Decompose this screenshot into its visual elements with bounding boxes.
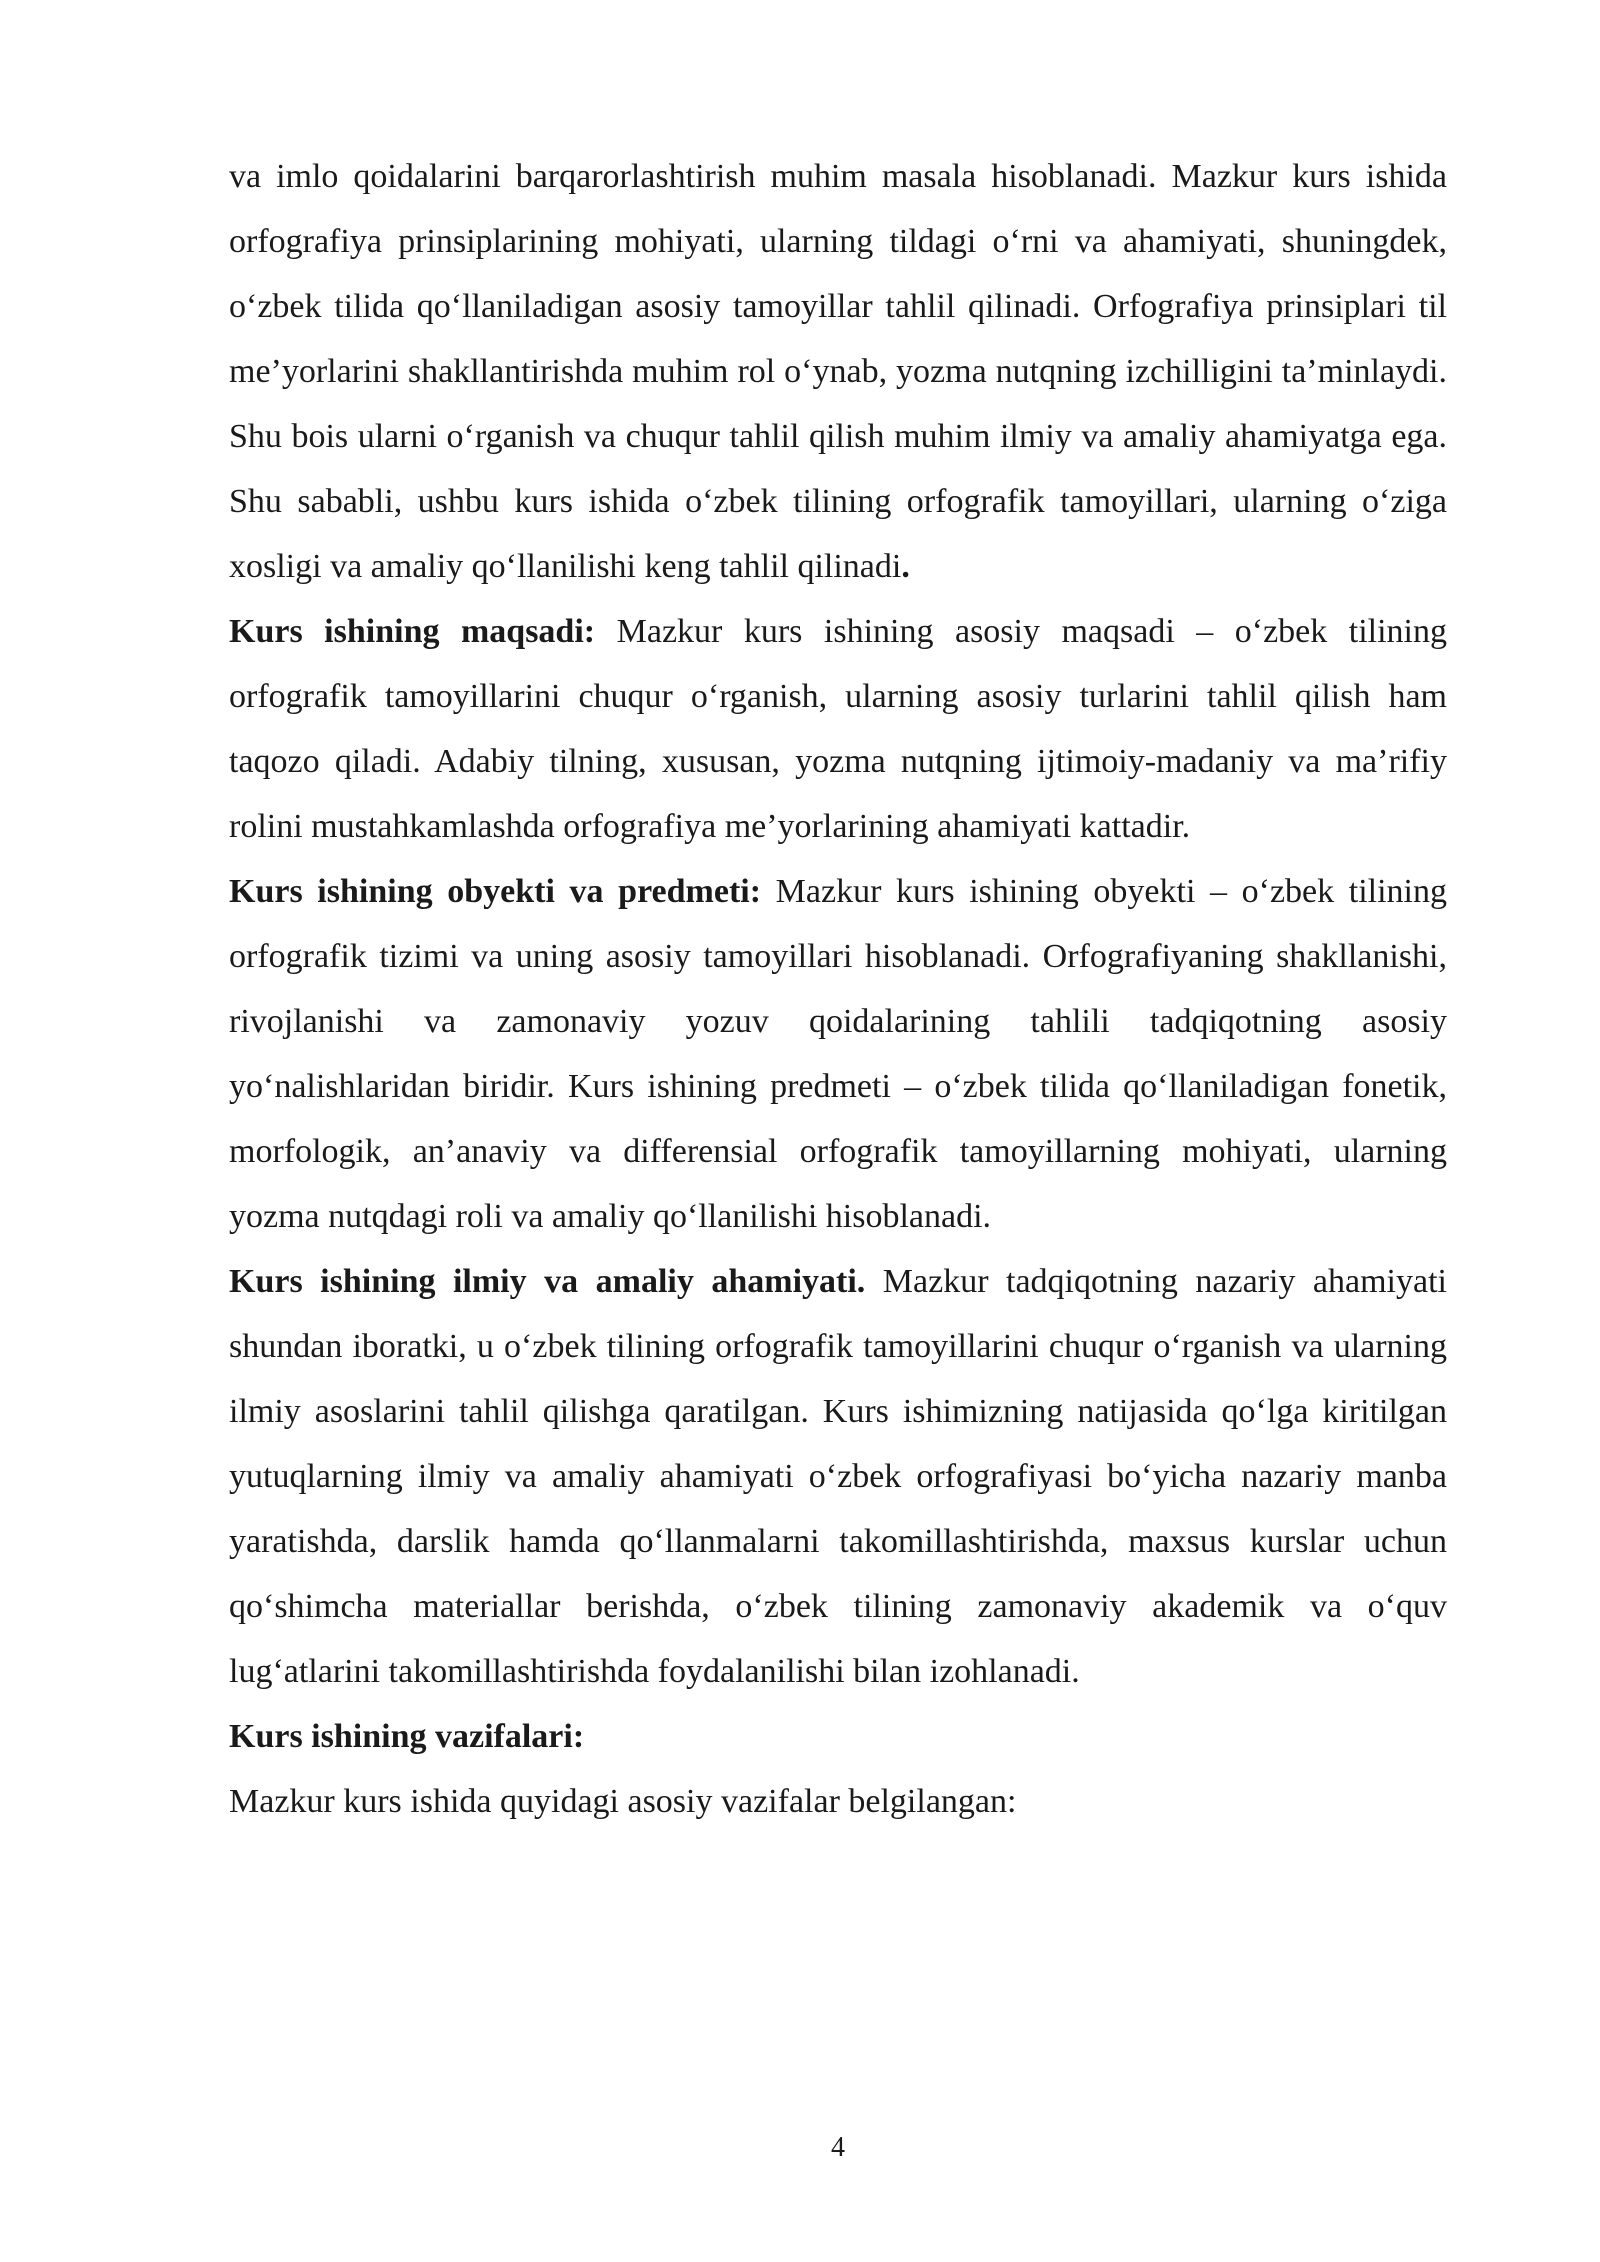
object-subject-heading: Kurs ishining obyekti va predmeti:: [229, 873, 762, 910]
paragraph-text: va imlo qoidalarini barqarorlashtirish muhim masala hisoblanadi. Mazkur kurs ishida orfografiya prinsiplarining mohiyati, ularning tildagi o‘rni va ahamiyati, shuningdek, o‘zbek tilida qo‘llaniladigan asosiy tamoyillar tahlil qilinadi. Orfografiya prinsiplari til me’yorlarini shakllantirishda muhim rol o‘ynab, yozma nutqning izchilligini ta’minlaydi. Shu bois ularni o‘rganish va chuqur tahlil qilish muhim ilmiy va amaliy ahamiyatga ega. Shu sababli, ushbu kurs ishida o‘zbek tilining orfografik tamoyillari, ularning o‘ziga xosligi va amaliy qo‘llanilishi keng tahlil qilinadi: [229, 158, 1447, 585]
intro-paragraph: [229, 144, 1447, 599]
tasks-heading-paragraph: [229, 1704, 1447, 1769]
paragraph-end-mark: .: [901, 548, 910, 585]
significance-heading: Kurs ishining ilmiy va amaliy ahamiyati.: [229, 1263, 866, 1300]
tasks-heading: Kurs ishining vazifalari:: [229, 1718, 585, 1755]
goal-heading: Kurs ishining maqsadi:: [229, 613, 596, 650]
significance-paragraph: [229, 1249, 1447, 1704]
tasks-intro-text: Mazkur kurs ishida quyidagi asosiy vazifalar belgilangan:: [229, 1783, 1017, 1820]
object-subject-paragraph: [229, 859, 1447, 1249]
significance-text: Mazkur tadqiqotning nazariy ahamiyati shundan iboratki, u o‘zbek tilining orfografik tamoyillarini chuqur o‘rganish va ularning ilmiy asoslarini tahlil qilishga qaratilgan. Kurs ishimizning natijasida qo‘lga kiritilgan yutuqlarning ilmiy va amaliy ahamiyati o‘zbek orfografiyasi bo‘yicha nazariy manba yaratishda, darslik hamda qo‘llanmalarni takomillashtirishda, maxsus kurslar uchun qo‘shimcha materiallar berishda, o‘zbek tilining zamonaviy akademik va o‘quv lug‘atlarini takomillashtirishda foydalanilishi bilan izohlanadi.: [229, 1263, 1447, 1690]
document-page: [229, 144, 1447, 1834]
object-subject-text: Mazkur kurs ishining obyekti – o‘zbek tilining orfografik tizimi va uning asosiy tamoyillari hisoblanadi. Orfografiyaning shakllanishi, rivojlanishi va zamonaviy yozuv qoidalarining tahlili tadqiqotning asosiy yo‘nalishlaridan biridir. Kurs ishining predmeti – o‘zbek tilida qo‘llaniladigan fonetik, morfologik, an’anaviy va differensial orfografik tamoyillarning mohiyati, ularning yozma nutqdagi roli va amaliy qo‘llanilishi hisoblanadi.: [229, 873, 1447, 1235]
page-number: 4: [831, 2132, 845, 2163]
goal-paragraph: [229, 599, 1447, 859]
goal-text: Mazkur kurs ishining asosiy maqsadi – o‘zbek tilining orfografik tamoyillarini chuqur o‘rganish, ularning asosiy turlarini tahlil qilish ham taqozo qiladi. Adabiy tilning, xususan, yozma nutqning ijtimoiy-madaniy va ma’rifiy rolini mustahkamlashda orfografiya me’yorlarining ahamiyati kattadir.: [229, 613, 1448, 845]
tasks-intro-paragraph: [229, 1769, 1447, 1834]
